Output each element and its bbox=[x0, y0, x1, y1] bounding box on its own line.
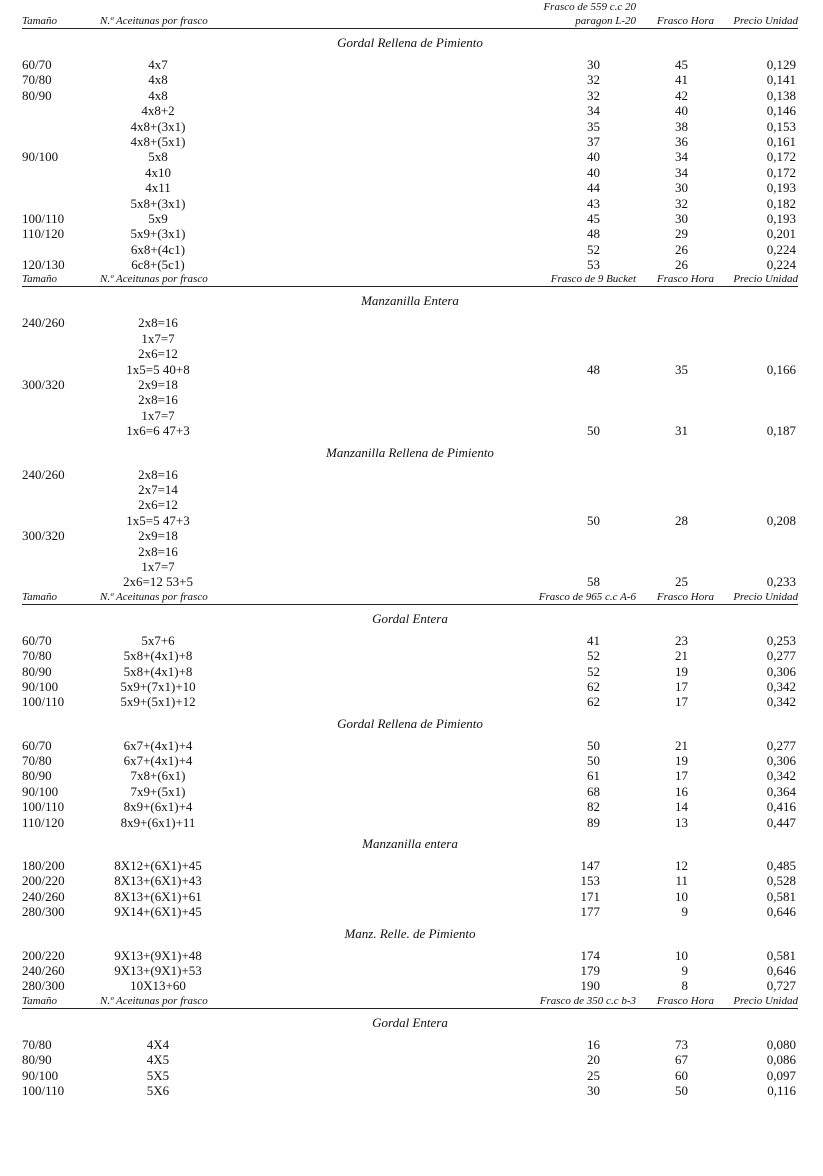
cell-frasco: 30 bbox=[587, 1082, 600, 1098]
cell-frasco-hora: 16 bbox=[675, 783, 688, 799]
table-row bbox=[22, 226, 798, 241]
cell-frasco-hora: 34 bbox=[675, 149, 688, 165]
table-row bbox=[22, 242, 798, 257]
cell-frasco-hora: 8 bbox=[681, 978, 688, 994]
table-row bbox=[22, 467, 798, 482]
cell-precio: 0,146 bbox=[766, 103, 796, 119]
cell-aceitunas: 6x7+(4x1)+4 bbox=[123, 753, 193, 769]
cell-frasco: 43 bbox=[587, 195, 600, 211]
group-title: Manz. Relle. de Pimiento bbox=[344, 925, 476, 941]
cell-aceitunas: 1x5=5 47+3 bbox=[126, 512, 190, 528]
cell-aceitunas: 5x9 bbox=[148, 210, 168, 226]
cell-frasco: 62 bbox=[587, 678, 600, 694]
cell-precio: 0,306 bbox=[766, 663, 796, 679]
group-title: Gordal Rellena de Pimiento bbox=[337, 715, 483, 731]
cell-precio: 0,172 bbox=[766, 149, 796, 165]
cell-precio: 0,447 bbox=[766, 814, 796, 830]
cell-aceitunas: 5X5 bbox=[146, 1067, 170, 1083]
header-row bbox=[22, 272, 798, 287]
cell-aceitunas: 2x8=16 bbox=[138, 466, 178, 482]
cell-precio: 0,172 bbox=[766, 164, 796, 180]
cell-frasco: 61 bbox=[587, 768, 600, 784]
cell-frasco-hora: 41 bbox=[675, 72, 688, 88]
cell-precio: 0,646 bbox=[766, 904, 796, 920]
cell-frasco-hora: 19 bbox=[675, 753, 688, 769]
header-frasco: Frasco de 350 c.c b-3 bbox=[539, 994, 636, 1007]
cell-frasco-hora: 45 bbox=[675, 57, 688, 72]
group-title: Manzanilla Rellena de Pimiento bbox=[326, 444, 494, 460]
cell-frasco-hora: 35 bbox=[675, 361, 688, 377]
cell-frasco: 20 bbox=[587, 1052, 600, 1068]
cell-tamano: 70/80 bbox=[22, 753, 52, 769]
cell-frasco-hora: 29 bbox=[675, 226, 688, 242]
cell-tamano: 70/80 bbox=[22, 1036, 52, 1052]
header-tamano: Tamaño bbox=[22, 590, 58, 603]
cell-tamano: 120/130 bbox=[22, 257, 65, 273]
table-row bbox=[22, 408, 798, 423]
cell-frasco: 37 bbox=[587, 133, 600, 149]
cell-precio: 0,201 bbox=[766, 226, 796, 242]
cell-frasco-hora: 30 bbox=[675, 210, 688, 226]
header-precio-unidad: Precio Unidad bbox=[733, 994, 798, 1007]
group-title: Gordal Entera bbox=[372, 610, 448, 626]
cell-tamano: 100/110 bbox=[22, 210, 65, 226]
table-row bbox=[22, 513, 798, 528]
cell-aceitunas: 5x9+(7x1)+10 bbox=[120, 678, 196, 694]
cell-frasco: 174 bbox=[580, 947, 600, 963]
header-frasco-hora: Frasco Hora bbox=[656, 273, 714, 286]
table-row bbox=[22, 815, 798, 830]
cell-aceitunas: 4x8 bbox=[148, 72, 168, 88]
table-row bbox=[22, 633, 798, 648]
table-row bbox=[22, 392, 798, 407]
header-tamano: Tamaño bbox=[22, 15, 58, 27]
cell-frasco: 50 bbox=[587, 753, 600, 769]
cell-tamano: 100/110 bbox=[22, 694, 65, 710]
cell-aceitunas: 9X13+(9X1)+48 bbox=[114, 947, 202, 963]
cell-tamano: 100/110 bbox=[22, 1082, 65, 1098]
cell-frasco-hora: 50 bbox=[675, 1082, 688, 1098]
cell-tamano: 90/100 bbox=[22, 1067, 59, 1083]
header-frasco: Frasco de 9 Bucket bbox=[550, 273, 636, 286]
cell-frasco-hora: 28 bbox=[675, 512, 688, 528]
cell-frasco-hora: 26 bbox=[675, 257, 688, 273]
cell-precio: 0,581 bbox=[766, 888, 796, 904]
cell-precio: 0,138 bbox=[766, 87, 796, 103]
cell-tamano: 200/220 bbox=[22, 873, 65, 889]
cell-precio: 0,080 bbox=[766, 1036, 796, 1052]
cell-precio: 0,129 bbox=[766, 57, 796, 72]
cell-frasco: 153 bbox=[580, 873, 600, 889]
header-frasco-line1: Frasco de 559 c.c 20 bbox=[543, 1, 636, 13]
cell-frasco: 62 bbox=[587, 694, 600, 710]
table-row bbox=[22, 497, 798, 512]
cell-frasco: 179 bbox=[580, 962, 600, 978]
cell-aceitunas: 8x9+(6x1)+4 bbox=[123, 799, 193, 815]
cell-tamano: 70/80 bbox=[22, 648, 52, 664]
cell-frasco: 25 bbox=[587, 1067, 600, 1083]
table-section bbox=[22, 272, 798, 589]
cell-tamano: 80/90 bbox=[22, 1052, 52, 1068]
cell-frasco-hora: 17 bbox=[675, 678, 688, 694]
cell-frasco-hora: 9 bbox=[681, 904, 688, 920]
header-row bbox=[22, 994, 798, 1009]
cell-precio: 0,253 bbox=[766, 632, 796, 648]
table-row bbox=[22, 257, 798, 272]
table-row bbox=[22, 948, 798, 963]
header-frasco-hora: Frasco Hora bbox=[656, 15, 714, 27]
cell-frasco-hora: 73 bbox=[675, 1036, 688, 1052]
cell-precio: 0,187 bbox=[766, 423, 796, 439]
table-row bbox=[22, 211, 798, 226]
cell-aceitunas: 4x7 bbox=[148, 57, 168, 72]
cell-frasco-hora: 17 bbox=[675, 694, 688, 710]
cell-frasco-hora: 13 bbox=[675, 814, 688, 830]
cell-precio: 0,208 bbox=[766, 512, 796, 528]
header-tamano: Tamaño bbox=[22, 273, 58, 286]
cell-aceitunas: 4x8+(5x1) bbox=[130, 133, 186, 149]
cell-frasco-hora: 26 bbox=[675, 241, 688, 257]
cell-aceitunas: 4x8+2 bbox=[141, 103, 175, 119]
cell-precio: 0,193 bbox=[766, 180, 796, 196]
table-row bbox=[22, 559, 798, 574]
table-row bbox=[22, 1083, 798, 1098]
table-row bbox=[22, 664, 798, 679]
cell-frasco: 52 bbox=[587, 648, 600, 664]
cell-tamano: 280/300 bbox=[22, 978, 65, 994]
cell-precio: 0,224 bbox=[766, 257, 796, 273]
cell-aceitunas: 5x8+(3x1) bbox=[130, 195, 186, 211]
cell-aceitunas: 7x9+(5x1) bbox=[130, 783, 186, 799]
cell-frasco: 32 bbox=[587, 87, 600, 103]
cell-tamano: 90/100 bbox=[22, 149, 59, 165]
table-row bbox=[22, 648, 798, 663]
cell-frasco-hora: 21 bbox=[675, 648, 688, 664]
table-row bbox=[22, 889, 798, 904]
cell-aceitunas: 8x9+(6x1)+11 bbox=[120, 814, 196, 830]
cell-precio: 0,161 bbox=[766, 133, 796, 149]
cell-aceitunas: 2x6=12 53+5 bbox=[123, 574, 193, 590]
cell-frasco: 52 bbox=[587, 663, 600, 679]
cell-frasco-hora: 60 bbox=[675, 1067, 688, 1083]
cell-precio: 0,233 bbox=[766, 574, 796, 590]
cell-tamano: 280/300 bbox=[22, 904, 65, 920]
cell-precio: 0,086 bbox=[766, 1052, 796, 1068]
cell-aceitunas: 4x8+(3x1) bbox=[130, 118, 186, 134]
cell-frasco: 50 bbox=[587, 512, 600, 528]
cell-frasco: 50 bbox=[587, 423, 600, 439]
cell-frasco: 40 bbox=[587, 149, 600, 165]
cell-aceitunas: 5x8+(4x1)+8 bbox=[123, 648, 193, 664]
cell-frasco-hora: 40 bbox=[675, 103, 688, 119]
cell-frasco-hora: 21 bbox=[675, 737, 688, 753]
cell-frasco: 44 bbox=[587, 180, 600, 196]
cell-precio: 0,153 bbox=[766, 118, 796, 134]
cell-frasco: 53 bbox=[587, 257, 600, 273]
cell-tamano: 200/220 bbox=[22, 947, 65, 963]
cell-frasco-hora: 32 bbox=[675, 195, 688, 211]
cell-tamano: 240/260 bbox=[22, 888, 65, 904]
cell-frasco-hora: 23 bbox=[675, 632, 688, 648]
cell-tamano: 90/100 bbox=[22, 783, 59, 799]
cell-precio: 0,342 bbox=[766, 768, 796, 784]
cell-tamano: 90/100 bbox=[22, 678, 59, 694]
cell-frasco: 16 bbox=[587, 1036, 600, 1052]
cell-tamano: 240/260 bbox=[22, 466, 65, 482]
header-row bbox=[22, 14, 798, 29]
cell-tamano: 180/200 bbox=[22, 858, 65, 874]
table-row bbox=[22, 103, 798, 118]
cell-aceitunas: 8X12+(6X1)+45 bbox=[114, 858, 202, 874]
table-section bbox=[22, 0, 798, 272]
table-row bbox=[22, 149, 798, 164]
table-row bbox=[22, 1052, 798, 1067]
cell-tamano: 240/260 bbox=[22, 962, 65, 978]
cell-aceitunas: 2x6=12 bbox=[138, 346, 178, 362]
cell-frasco-hora: 36 bbox=[675, 133, 688, 149]
cell-frasco-hora: 30 bbox=[675, 180, 688, 196]
cell-frasco-hora: 19 bbox=[675, 663, 688, 679]
cell-frasco-hora: 10 bbox=[675, 888, 688, 904]
cell-tamano: 60/70 bbox=[22, 632, 52, 648]
table-row bbox=[22, 1037, 798, 1052]
table-row bbox=[22, 196, 798, 211]
cell-tamano: 60/70 bbox=[22, 57, 52, 72]
cell-frasco: 82 bbox=[587, 799, 600, 815]
table-row bbox=[22, 180, 798, 195]
cell-frasco: 147 bbox=[580, 858, 600, 874]
cell-aceitunas: 6x7+(4x1)+4 bbox=[123, 737, 193, 753]
table-row bbox=[22, 88, 798, 103]
table-row bbox=[22, 362, 798, 377]
table-row bbox=[22, 679, 798, 694]
cell-aceitunas: 1x6=6 47+3 bbox=[126, 423, 190, 439]
cell-tamano: 60/70 bbox=[22, 737, 52, 753]
cell-precio: 0,528 bbox=[766, 873, 796, 889]
cell-tamano: 110/120 bbox=[22, 226, 65, 242]
table-row bbox=[22, 165, 798, 180]
cell-precio: 0,581 bbox=[766, 947, 796, 963]
cell-frasco-hora: 9 bbox=[681, 962, 688, 978]
cell-tamano: 80/90 bbox=[22, 663, 52, 679]
table-row bbox=[22, 423, 798, 438]
group-title: Manzanilla Entera bbox=[361, 293, 459, 309]
cell-precio: 0,141 bbox=[766, 72, 796, 88]
table-row bbox=[22, 346, 798, 361]
cell-frasco: 35 bbox=[587, 118, 600, 134]
cell-tamano: 300/320 bbox=[22, 377, 65, 393]
cell-frasco: 48 bbox=[587, 361, 600, 377]
cell-frasco-hora: 42 bbox=[675, 87, 688, 103]
cell-aceitunas: 2x8=16 bbox=[138, 392, 178, 408]
header-precio-unidad: Precio Unidad bbox=[733, 273, 798, 286]
cell-frasco-hora: 12 bbox=[675, 858, 688, 874]
cell-frasco-hora: 25 bbox=[675, 574, 688, 590]
cell-frasco: 177 bbox=[580, 904, 600, 920]
price-table-document bbox=[22, 0, 798, 1098]
header-frasco: paragon L-20 bbox=[575, 15, 636, 27]
cell-aceitunas: 2x7=14 bbox=[138, 481, 178, 497]
cell-precio: 0,193 bbox=[766, 210, 796, 226]
cell-frasco-hora: 38 bbox=[675, 118, 688, 134]
header-precio-unidad: Precio Unidad bbox=[733, 590, 798, 603]
cell-frasco-hora: 31 bbox=[675, 423, 688, 439]
header-aceitunas: N.º Aceitunas por frasco bbox=[100, 994, 208, 1007]
table-row bbox=[22, 57, 798, 72]
cell-aceitunas: 2x8=16 bbox=[138, 315, 178, 331]
table-row bbox=[22, 858, 798, 873]
cell-precio: 0,182 bbox=[766, 195, 796, 211]
table-row bbox=[22, 528, 798, 543]
cell-aceitunas: 6x8+(4c1) bbox=[130, 241, 186, 257]
cell-frasco: 30 bbox=[587, 57, 600, 72]
cell-aceitunas: 9X14+(6X1)+45 bbox=[114, 904, 202, 920]
cell-tamano: 110/120 bbox=[22, 814, 65, 830]
cell-aceitunas: 1x7=7 bbox=[141, 330, 175, 346]
cell-aceitunas: 5x7+6 bbox=[141, 632, 175, 648]
cell-frasco-hora: 67 bbox=[675, 1052, 688, 1068]
header-frasco: Frasco de 965 c.c A-6 bbox=[538, 590, 636, 603]
cell-aceitunas: 8X13+(6X1)+43 bbox=[114, 873, 202, 889]
table-row bbox=[22, 694, 798, 709]
cell-frasco: 171 bbox=[580, 888, 600, 904]
cell-precio: 0,416 bbox=[766, 799, 796, 815]
table-row bbox=[22, 119, 798, 134]
cell-tamano: 70/80 bbox=[22, 72, 52, 88]
header-frasco-hora: Frasco Hora bbox=[656, 994, 714, 1007]
cell-frasco: 41 bbox=[587, 632, 600, 648]
table-row bbox=[22, 963, 798, 978]
cell-frasco-hora: 34 bbox=[675, 164, 688, 180]
table-section bbox=[22, 590, 798, 994]
cell-aceitunas: 10X13+60 bbox=[130, 978, 186, 994]
cell-aceitunas: 5x8 bbox=[148, 149, 168, 165]
cell-precio: 0,224 bbox=[766, 241, 796, 257]
header-frasco-hora: Frasco Hora bbox=[656, 590, 714, 603]
cell-precio: 0,277 bbox=[766, 648, 796, 664]
cell-precio: 0,166 bbox=[766, 361, 796, 377]
table-row bbox=[22, 134, 798, 149]
cell-precio: 0,485 bbox=[766, 858, 796, 874]
cell-tamano: 300/320 bbox=[22, 528, 65, 544]
cell-frasco: 89 bbox=[587, 814, 600, 830]
header-row-top bbox=[22, 0, 798, 14]
table-row bbox=[22, 904, 798, 919]
table-section bbox=[22, 994, 798, 1099]
table-row bbox=[22, 482, 798, 497]
cell-tamano: 80/90 bbox=[22, 87, 52, 103]
cell-frasco: 190 bbox=[580, 978, 600, 994]
table-row bbox=[22, 784, 798, 799]
cell-aceitunas: 5x9+(5x1)+12 bbox=[120, 694, 196, 710]
cell-aceitunas: 4x8 bbox=[148, 87, 168, 103]
cell-precio: 0,306 bbox=[766, 753, 796, 769]
cell-frasco: 40 bbox=[587, 164, 600, 180]
cell-frasco-hora: 10 bbox=[675, 947, 688, 963]
cell-aceitunas: 1x7=7 bbox=[141, 407, 175, 423]
cell-aceitunas: 2x6=12 bbox=[138, 497, 178, 513]
cell-frasco-hora: 11 bbox=[675, 873, 688, 889]
table-row bbox=[22, 738, 798, 753]
cell-frasco: 48 bbox=[587, 226, 600, 242]
cell-precio: 0,364 bbox=[766, 783, 796, 799]
cell-frasco: 32 bbox=[587, 72, 600, 88]
cell-frasco: 45 bbox=[587, 210, 600, 226]
cell-aceitunas: 5x9+(3x1) bbox=[130, 226, 186, 242]
cell-frasco: 52 bbox=[587, 241, 600, 257]
table-row bbox=[22, 768, 798, 783]
cell-aceitunas: 1x7=7 bbox=[141, 558, 175, 574]
table-row bbox=[22, 72, 798, 87]
group-title: Gordal Entera bbox=[372, 1014, 448, 1030]
group-title: Gordal Rellena de Pimiento bbox=[337, 35, 483, 50]
table-row bbox=[22, 978, 798, 993]
cell-aceitunas: 1x5=5 40+8 bbox=[126, 361, 190, 377]
table-row bbox=[22, 1068, 798, 1083]
cell-tamano: 100/110 bbox=[22, 799, 65, 815]
table-row bbox=[22, 544, 798, 559]
header-aceitunas: N.º Aceitunas por frasco bbox=[100, 590, 208, 603]
group-title: Manzanilla entera bbox=[362, 836, 458, 852]
cell-aceitunas: 2x9=18 bbox=[138, 528, 178, 544]
table-row bbox=[22, 377, 798, 392]
cell-aceitunas: 4X4 bbox=[146, 1036, 170, 1052]
cell-frasco-hora: 14 bbox=[675, 799, 688, 815]
header-aceitunas: N.º Aceitunas por frasco bbox=[100, 273, 208, 286]
cell-precio: 0,646 bbox=[766, 962, 796, 978]
cell-precio: 0,277 bbox=[766, 737, 796, 753]
cell-aceitunas: 7x8+(6x1) bbox=[130, 768, 186, 784]
cell-precio: 0,097 bbox=[766, 1067, 796, 1083]
cell-aceitunas: 2x9=18 bbox=[138, 377, 178, 393]
table-row bbox=[22, 799, 798, 814]
cell-tamano: 240/260 bbox=[22, 315, 65, 331]
header-precio-unidad: Precio Unidad bbox=[733, 15, 798, 27]
cell-aceitunas: 5x8+(4x1)+8 bbox=[123, 663, 193, 679]
table-row bbox=[22, 331, 798, 346]
table-row bbox=[22, 753, 798, 768]
cell-aceitunas: 4x11 bbox=[145, 180, 171, 196]
table-row bbox=[22, 315, 798, 330]
cell-frasco-hora: 17 bbox=[675, 768, 688, 784]
cell-aceitunas: 4x10 bbox=[145, 164, 171, 180]
cell-aceitunas: 5X6 bbox=[146, 1082, 170, 1098]
cell-aceitunas: 9X13+(9X1)+53 bbox=[114, 962, 202, 978]
cell-aceitunas: 8X13+(6X1)+61 bbox=[114, 888, 202, 904]
cell-frasco: 58 bbox=[587, 574, 600, 590]
cell-frasco: 34 bbox=[587, 103, 600, 119]
cell-aceitunas: 4X5 bbox=[146, 1052, 170, 1068]
cell-aceitunas: 2x8=16 bbox=[138, 543, 178, 559]
cell-frasco: 68 bbox=[587, 783, 600, 799]
cell-precio: 0,342 bbox=[766, 694, 796, 710]
cell-precio: 0,116 bbox=[767, 1082, 796, 1098]
cell-aceitunas: 6c8+(5c1) bbox=[131, 257, 185, 273]
cell-precio: 0,727 bbox=[766, 978, 796, 994]
table-row bbox=[22, 873, 798, 888]
header-row bbox=[22, 590, 798, 605]
cell-frasco: 50 bbox=[587, 737, 600, 753]
cell-tamano: 80/90 bbox=[22, 768, 52, 784]
table-row bbox=[22, 574, 798, 589]
header-aceitunas: N.º Aceitunas por frasco bbox=[100, 15, 208, 27]
cell-precio: 0,342 bbox=[766, 678, 796, 694]
header-tamano: Tamaño bbox=[22, 994, 58, 1007]
